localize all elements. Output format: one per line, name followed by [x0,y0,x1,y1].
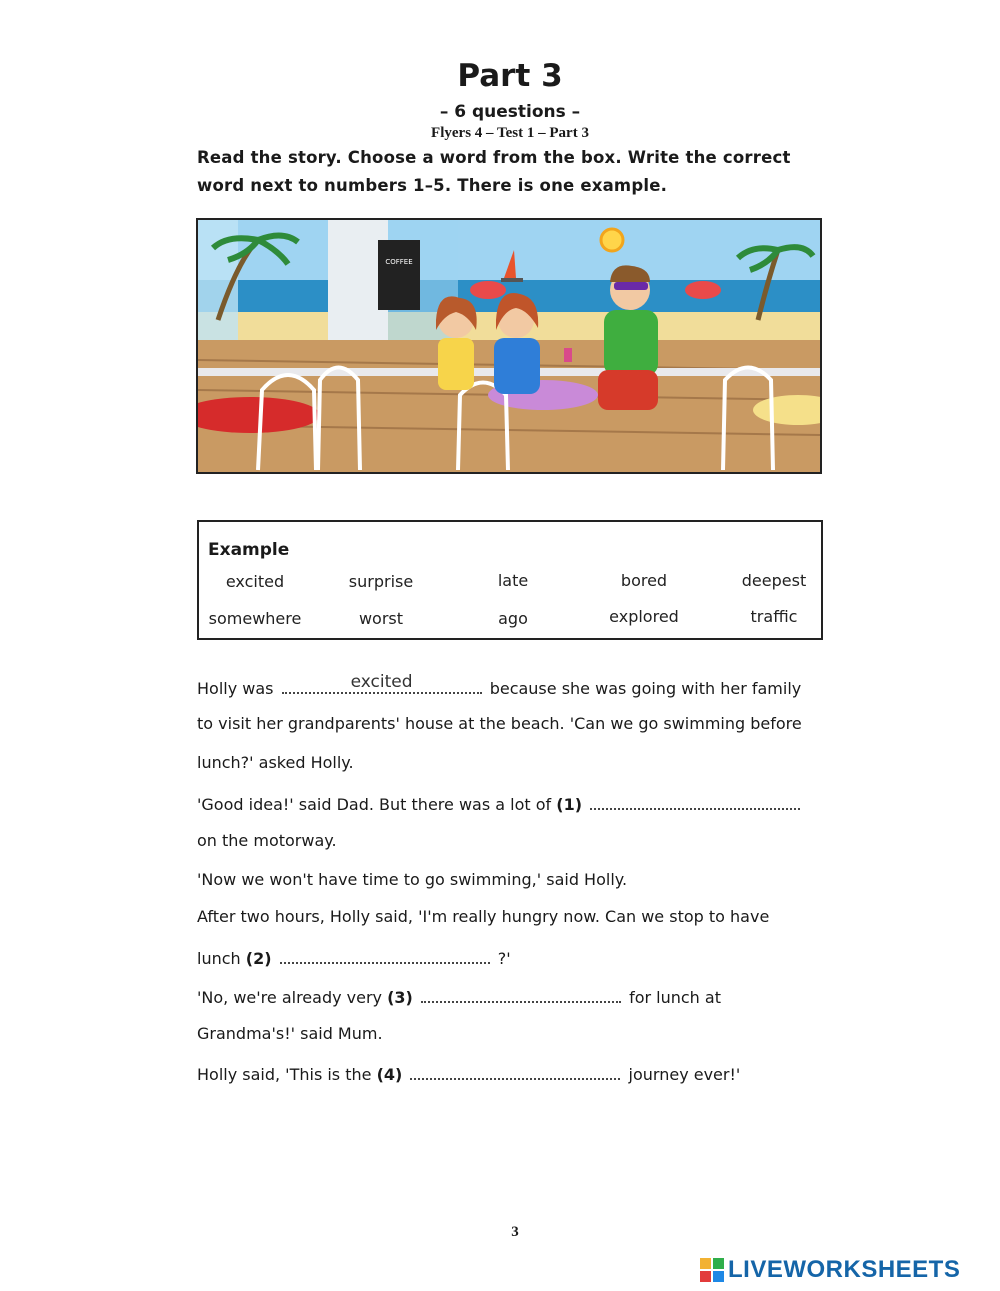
story-line: Grandma's!' said Mum. [197,1024,383,1043]
story-line: lunch (2) ?' [197,946,511,968]
story-line: Holly said, 'This is the (4) journey ever!' [197,1062,740,1084]
question-number-3: (3) [387,988,413,1007]
word-box [197,520,823,640]
story-line: on the motorway. [197,831,337,850]
word-option: somewhere [208,609,302,628]
word-option: explored [609,607,679,626]
answer-blank-2[interactable] [280,946,490,964]
instructions-line-1: Read the story. Choose a word from the box. Write the correct [197,148,791,167]
brand-name: LIVEWORKSHEETS [728,1256,961,1283]
story-line: to visit her grandparents' house at the beach. 'Can we go swimming before [197,714,802,733]
answer-blank-1[interactable] [590,792,800,810]
question-number-2: (2) [245,949,272,968]
story-line: Holly was excited because she was going with her family [197,672,802,698]
coffee-sign-text: COFFEE [385,258,413,266]
liveworksheets-logo [700,1256,960,1284]
cafe-beach-illustration [196,218,822,474]
word-option: surprise [348,572,414,591]
question-count: – 6 questions – [439,102,581,122]
answer-blank-3[interactable] [421,985,621,1003]
question-number-1: (1) [556,795,583,814]
word-option: bored [620,571,668,590]
word-option: traffic [750,607,798,626]
story-line: 'No, we're already very (3) for lunch at [197,985,721,1007]
test-reference: Flyers 4 – Test 1 – Part 3 [431,125,589,141]
story-line: lunch?' asked Holly. [197,753,354,772]
word-option: deepest [741,571,807,590]
word-option: ago [498,609,528,628]
coffee-sign [378,240,420,310]
word-option: late [497,571,529,590]
example-answer-blank [282,672,482,694]
word-box-label: Example [208,540,290,560]
liveworksheets-icon [700,1258,724,1282]
page-title: Part 3 [457,58,563,94]
story-line: After two hours, Holly said, 'I'm really hungry now. Can we stop to have [197,907,770,926]
question-number-4: (4) [376,1065,403,1084]
instructions-line-2: word next to numbers 1–5. There is one example. [197,176,668,195]
word-option: worst [358,609,404,628]
word-option: excited [225,572,285,591]
answer-blank-4[interactable] [410,1062,620,1080]
story-line: 'Now we won't have time to go swimming,' said Holly. [197,870,628,889]
page-number: 3 [511,1224,519,1240]
story-line: 'Good idea!' said Dad. But there was a lot of (1) [197,792,803,814]
example-answer: excited [350,672,413,692]
instructions [197,144,837,200]
sun-icon [601,229,623,251]
